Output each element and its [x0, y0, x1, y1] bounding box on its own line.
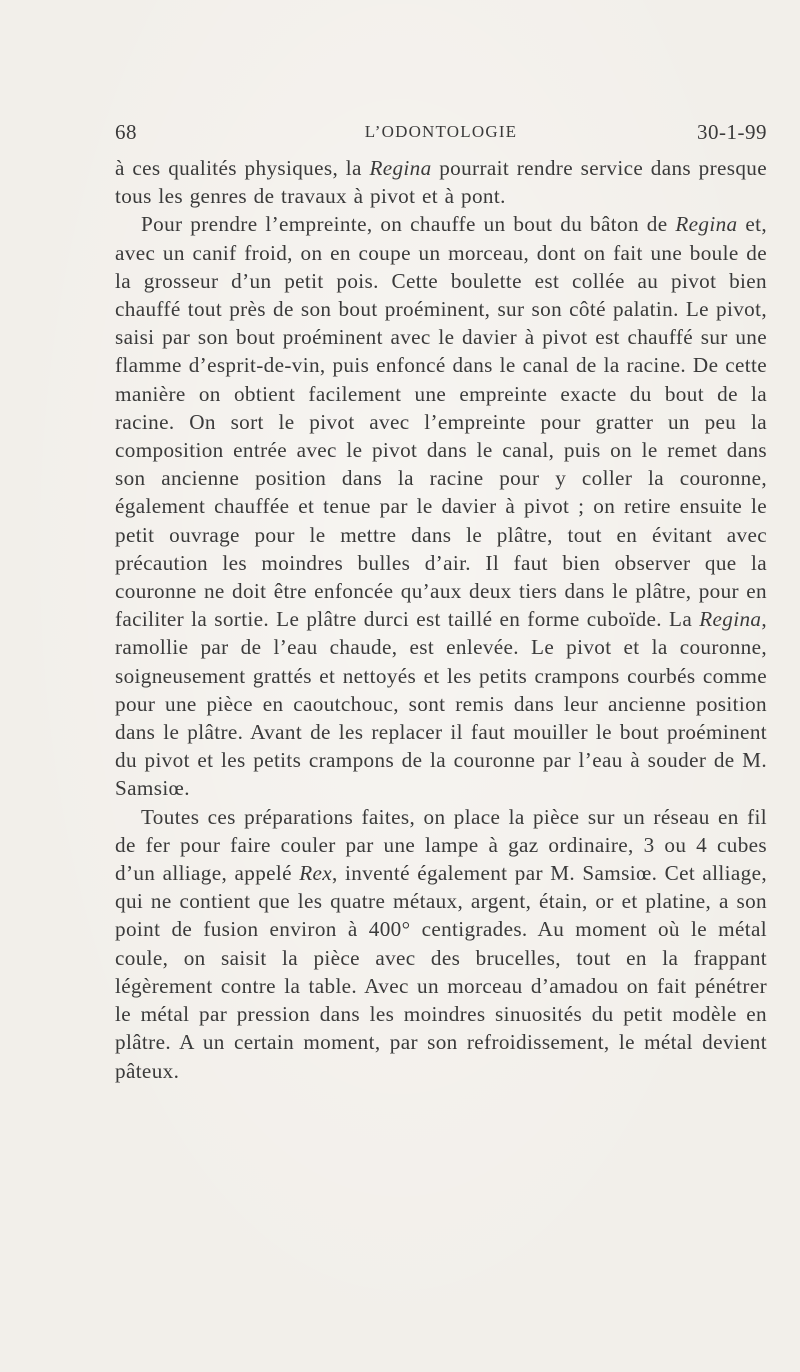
text-run: à ces qualités physiques, la [115, 156, 370, 180]
text-run: Pour prendre l’empreinte, on chauffe un bout du bâton de [141, 212, 676, 237]
text-run: et, avec un canif froid, on en coupe un morceau, dont on fait une boule de la grosseur d’un petit pois. Cette boulette est collée au pivot bien chauffé tout près de son bout proéminent, sur son côté palatin. Le pivot, saisi par son bout proéminent avec le davier à pivot est chauffé sur une flamme d’esprit-de-vin, puis enfoncé dans le canal de la racine. De cette manière on obtient facilement une empreinte exacte du bout de la racine. On sort le pivot avec l’empreinte pour gratter un peu la composition entrée avec le pivot dans le canal, puis on le remet dans son ancienne position dans la racine pour y coller la couronne, également chauffée et tenue par le davier à pivot ; on retire ensuite le petit ouvrage pour le mettre dans le plâtre, tout en évitant avec précaution les moindres bulles d’air. Il faut bien observer que la couronne ne doit être enfoncée qu’aux deux tiers dans le plâtre, pour en faciliter la sortie. Le plâtre durci est taillé en forme cuboïde. La [115, 212, 767, 632]
italic-term: Regina [699, 607, 762, 632]
running-header [115, 120, 767, 150]
journal-title: L’ODONTOLOGIE [364, 122, 518, 141]
page-number: 68 [115, 120, 137, 144]
paragraph [115, 803, 767, 1085]
italic-term: Regina [369, 156, 432, 180]
text-run: pourrait rendre service dans presque tous les genres de travaux à pivot et à pont. [115, 156, 767, 209]
text-run: , inventé également par M. Samsiœ. Cet alliage, qui ne contient que les quatre métaux, argent, étain, or et platine, a son point de fusion environ à 400° centigrades. Au moment où le métal coule, on saisit la pièce avec des brucelles, tout en la frappant légèrement contre la table. Avec un morceau d’amadou on fait pénétrer le métal par pression dans les moindres sinuosités du petit modèle en plâtre. A un certain moment, par son refroidissement, le métal devient pâteux. [115, 861, 767, 1083]
paragraph [115, 210, 767, 802]
body-text [115, 154, 767, 1085]
italic-term: Regina [675, 212, 738, 237]
text-run: Toutes ces préparations faites, on place la pièce sur un réseau en fil de fer pour faire couler par une lampe à gaz ordinaire, 3 ou 4 cubes d’un alliage, appelé [115, 804, 767, 886]
text-run: , ramollie par de l’eau chaude, est enlevée. Le pivot et la couronne, soigneusement grattés et nettoyés et les petits crampons courbés comme pour une pièce en caoutchouc, sont remis dans leur ancienne position dans le plâtre. Avant de les replacer il faut mouiller le bout proéminent du pivot et les petits crampons de la couronne par l’eau à souder de M. Samsiœ. [115, 607, 767, 801]
issue-date: 30-1-99 [697, 120, 767, 144]
paragraph [115, 154, 767, 210]
italic-term: Rex [299, 861, 333, 886]
